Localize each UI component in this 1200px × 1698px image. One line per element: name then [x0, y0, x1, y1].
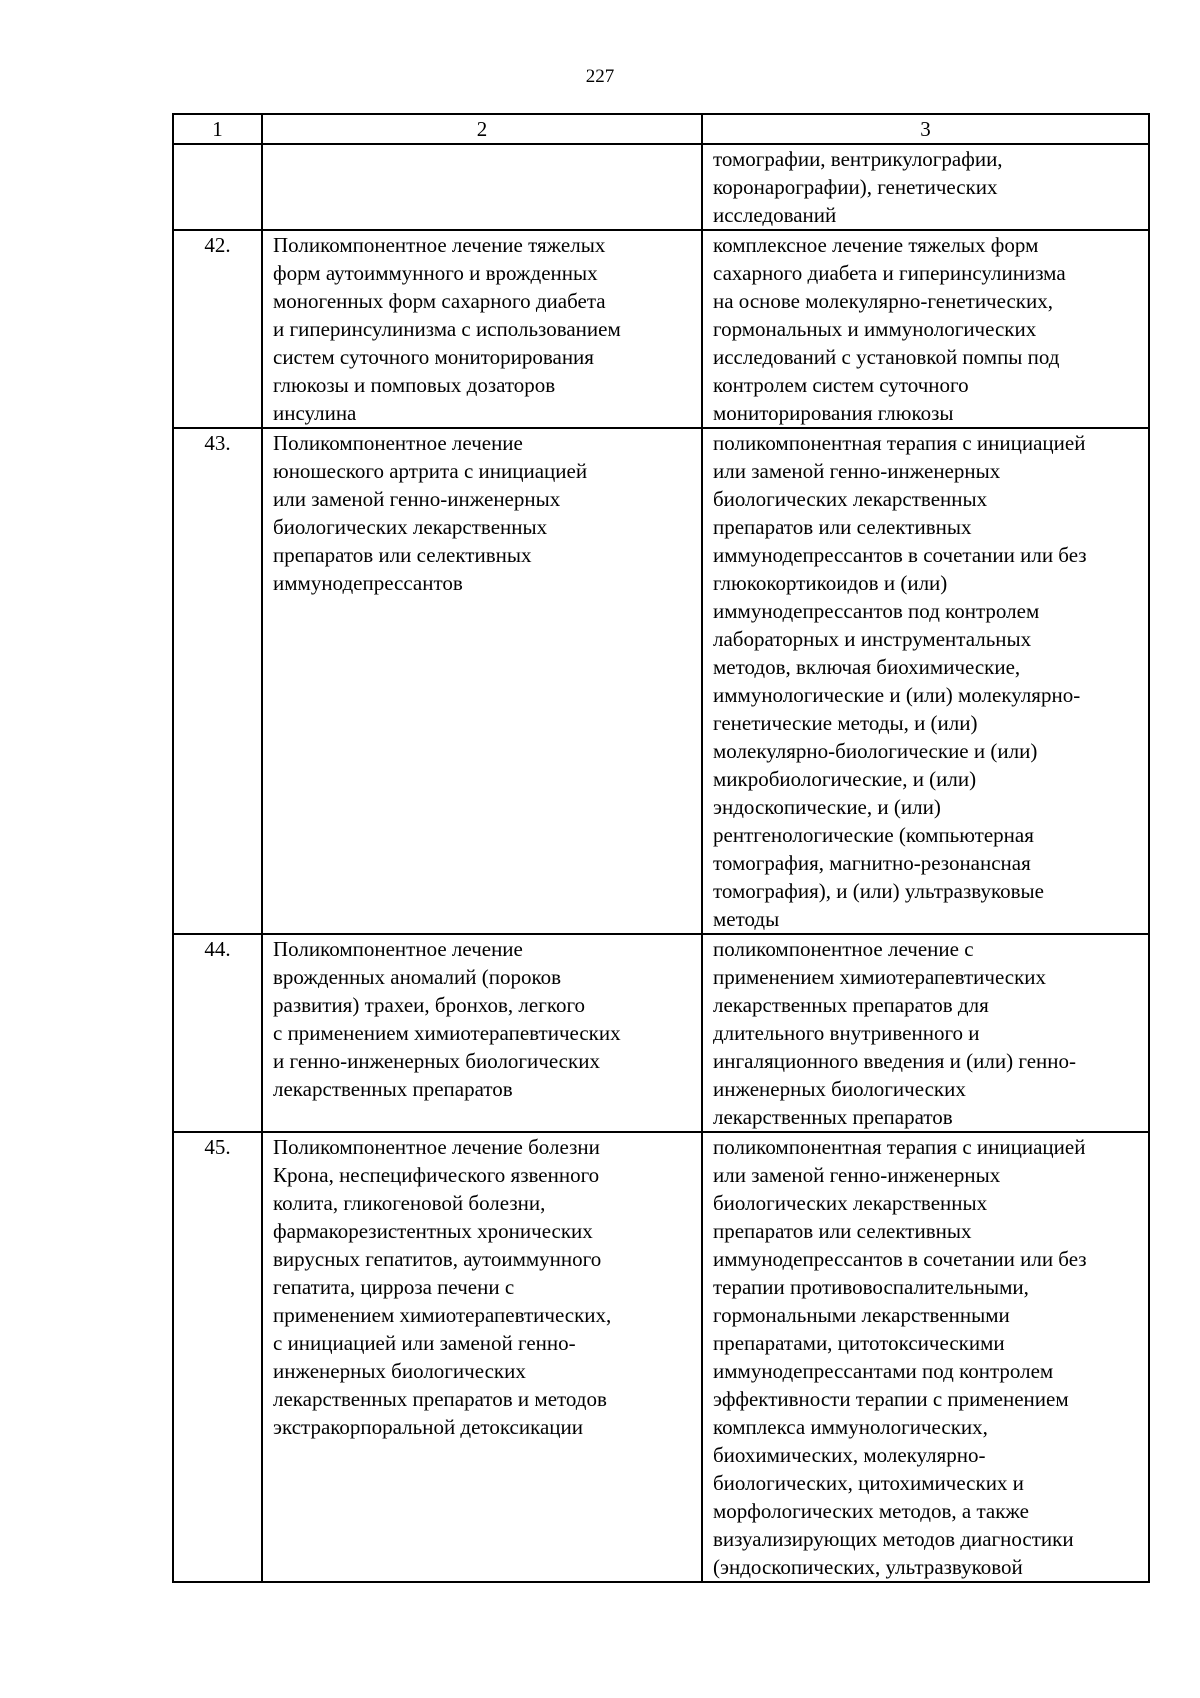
row-name: Поликомпонентное лечение тяжелых форм аутоиммунного и врожденных моногенных форм сахарного диабета и гиперинсулинизма с использованием систем суточного мониторирования глюкозы и помповых дозаторов инсулина [273, 233, 621, 425]
column-header-2: 2 [262, 114, 702, 144]
row-number: 42. [204, 233, 231, 257]
row-number: 44. [204, 937, 231, 961]
row-name-cell [262, 428, 702, 934]
row-description: томографии, вентрикулографии, коронарографии), генетических исследований [713, 147, 1003, 227]
table-row [173, 144, 1149, 230]
table-row [173, 230, 1149, 428]
row-name: Поликомпонентное лечение юношеского артрита с инициацией или заменой генно-инженерных биологических лекарственных препаратов или селективных иммунодепрессантов [273, 431, 588, 595]
row-name-cell [262, 1132, 702, 1582]
table-header-row [173, 114, 1149, 144]
column-header-1: 1 [173, 114, 262, 144]
row-name-cell [262, 934, 702, 1132]
table-row [173, 934, 1149, 1132]
column-header-3: 3 [702, 114, 1149, 144]
row-description-cell [702, 230, 1149, 428]
table-row [173, 1132, 1149, 1582]
row-number [173, 144, 262, 230]
row-number: 43. [204, 431, 231, 455]
row-number: 45. [204, 1135, 231, 1159]
table-row [173, 428, 1149, 934]
row-number-cell [173, 230, 262, 428]
row-description-cell [702, 934, 1149, 1132]
row-description-cell [702, 428, 1149, 934]
row-number-cell [173, 1132, 262, 1582]
row-name-cell [262, 144, 702, 230]
row-name: Поликомпонентное лечение болезни Крона, неспецифического язвенного колита, гликогеновой болезни, фармакорезистентных хронических вирусных гепатитов, аутоиммунного гепатита, цирроза печени с применением химиотерапевтических, с инициацией или заменой генно- инженерных биологических лекарственных препаратов и методов экстракорпоральной детоксикации [273, 1135, 612, 1439]
row-description-cell [702, 144, 1149, 230]
row-name: Поликомпонентное лечение врожденных аномалий (пороков развития) трахеи, бронхов, легкого с применением химиотерапевтических и генно-инженерных биологических лекарственных препаратов [273, 937, 621, 1101]
row-name-cell [262, 230, 702, 428]
page-number: 227 [585, 66, 615, 87]
row-description: поликомпонентная терапия с инициацией или заменой генно-инженерных биологических лекарственных препаратов или селективных иммунодепрессантов в сочетании или без терапии противовоспалительными, гормональными лекарственными препаратами, цитотоксическими иммунодепрессантами под контролем эффективности терапии с применением комплекса иммунологических, биохимических, молекулярно- биологических, цитохимических и морфологических методов, а также визуализирующих методов диагностики (эндоскопических, ультразвуковой [713, 1135, 1087, 1579]
row-description: комплексное лечение тяжелых форм сахарного диабета и гиперинсулинизма на основе молекулярно-генетических, гормональных и иммунологических исследований с установкой помпы под контролем систем суточного мониторирования глюкозы [713, 233, 1066, 425]
document-table [172, 113, 1150, 1583]
row-description: поликомпонентное лечение с применением химиотерапевтических лекарственных препаратов для длительного внутривенного и ингаляционного введения и (или) генно- инженерных биологических лекарственных препаратов [713, 937, 1076, 1129]
row-number-cell [173, 934, 262, 1132]
row-description-cell [702, 1132, 1149, 1582]
row-description: поликомпонентная терапия с инициацией или заменой генно-инженерных биологических лекарственных препаратов или селективных иммунодепрессантов в сочетании или без глюкокортикоидов и (или) иммунодепрессантов под контролем лабораторных и инструментальных методов, включая биохимические, иммунологические и (или) молекулярно- генетические методы, и (или) молекулярно-биологические и (или) микробиологические, и (или) эндоскопические, и (или) рентгенологические (компьютерная томография, магнитно-резонансная томография), и (или) ультразвуковые методы [713, 431, 1087, 931]
row-number-cell [173, 428, 262, 934]
